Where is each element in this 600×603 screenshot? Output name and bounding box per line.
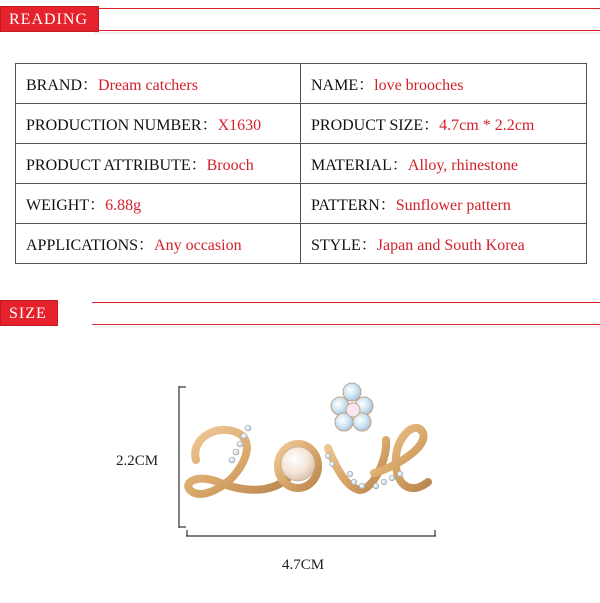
spec-cell <box>301 64 587 104</box>
spec-cell <box>301 224 587 264</box>
spec-key: PRODUCT ATTRIBUTE： <box>26 157 207 174</box>
spec-key: BRAND： <box>26 77 99 94</box>
header-rule-bottom <box>92 324 600 325</box>
header-rule-top <box>92 302 600 303</box>
spec-key: PRODUCT SIZE： <box>311 117 440 134</box>
reading-tag: READING <box>0 6 99 32</box>
spec-cell <box>16 184 301 224</box>
header-rule-bottom <box>92 30 600 31</box>
table-row <box>16 224 587 264</box>
header-shadow <box>94 326 600 329</box>
spec-cell <box>301 104 587 144</box>
spec-value: Dream catchers <box>98 77 198 94</box>
spec-value: Brooch <box>206 157 254 174</box>
spec-cell <box>301 184 587 224</box>
spec-key: NAME： <box>311 77 375 94</box>
spec-key: STYLE： <box>311 237 377 254</box>
spec-value: 6.88g <box>105 197 142 214</box>
spec-value: X1630 <box>217 117 262 134</box>
width-dimension-bracket <box>186 530 436 540</box>
spec-value: 4.7cm * 2.2cm <box>439 117 535 134</box>
spec-key: MATERIAL： <box>311 157 408 174</box>
spec-cell <box>16 224 301 264</box>
table-row <box>16 64 587 104</box>
table-row <box>16 104 587 144</box>
spec-value: Any occasion <box>154 237 242 254</box>
spec-table <box>15 63 587 264</box>
table-row <box>16 184 587 224</box>
table-row <box>16 144 587 184</box>
spec-cell <box>301 144 587 184</box>
header-rule-top <box>92 8 600 9</box>
spec-key: PRODUCTION NUMBER： <box>26 117 218 134</box>
spec-key: WEIGHT： <box>26 197 106 214</box>
spec-key: PATTERN： <box>311 197 396 214</box>
height-label: 2.2CM <box>116 453 159 469</box>
spec-value: Japan and South Korea <box>376 237 525 254</box>
spec-value: Sunflower pattern <box>395 197 511 214</box>
spec-cell <box>16 64 301 104</box>
spec-cell <box>16 144 301 184</box>
love-brooch-image <box>178 378 438 518</box>
size-tag: SIZE <box>0 300 58 326</box>
size-section-header <box>0 300 600 328</box>
spec-cell <box>16 104 301 144</box>
header-shadow <box>94 32 600 35</box>
reading-section-header <box>0 6 600 34</box>
spec-value: Alloy, rhinestone <box>407 157 518 174</box>
width-label: 4.7CM <box>282 557 325 573</box>
spec-value: love brooches <box>374 77 464 94</box>
spec-key: APPLICATIONS： <box>26 237 155 254</box>
